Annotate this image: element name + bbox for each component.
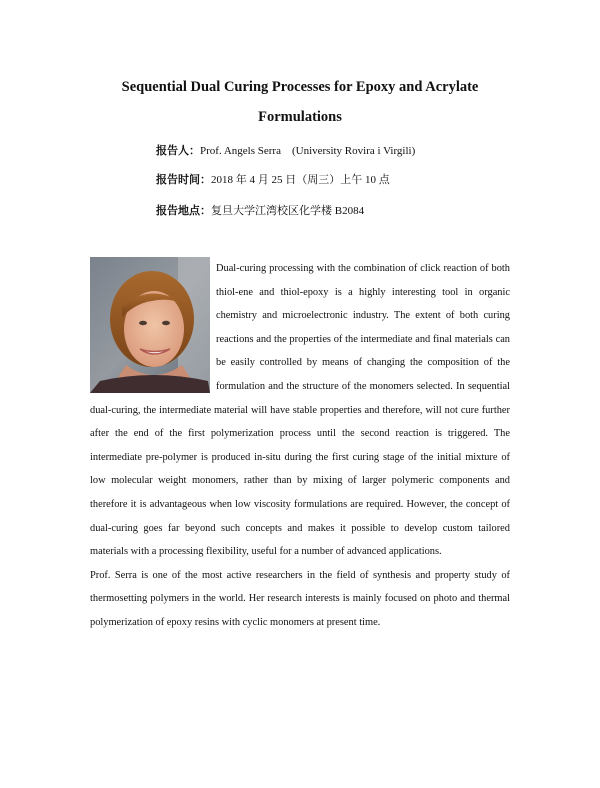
time-label: 报告时间： bbox=[156, 174, 211, 186]
time-value: 2018 年 4 月 25 日（周三）上午 10 点 bbox=[211, 174, 390, 186]
place-line bbox=[156, 203, 364, 219]
speaker-value: Prof. Angels Serra (University Rovira i Virgili) bbox=[200, 145, 416, 157]
speaker-line bbox=[156, 143, 415, 159]
speaker-portrait-icon bbox=[90, 257, 210, 393]
place-value: 复旦大学江湾校区化学楼 B2084 bbox=[211, 205, 365, 217]
time-line bbox=[156, 172, 390, 188]
abstract-paragraph: Dual-curing processing with the combination of click reaction of both thiol-ene and thiol-epoxy is a highly interesting tool in organic chemistry and microelectronic industry. The extent of both curing reactions and the properties of the intermediate and final materials can be easily controlled by means of changing the composition of the formulation and the structure of the monomers selected. In sequential dual-curing, the intermediate material will have stable properties and therefore, will not cure further after the end of the first polymerization process until the second reaction is triggered. The intermediate pre-polymer is produced in-situ during the first curing stage of the initial mixture of low molecular weight monomers, rather than by mixing of larger polymeric components and therefore it is advantageous when low viscosity formulations are required. However, the concept of dual-curing goes far beyond such concepts and makes it possible to develop custom tailored materials with a processing flexibility, useful for a number of advanced applications. bbox=[90, 263, 510, 558]
speaker-label: 报告人： bbox=[156, 145, 200, 157]
abstract-body bbox=[90, 257, 510, 635]
bio-paragraph: Prof. Serra is one of the most active researchers in the field of synthesis and property study of thermosetting polymers in the world. Her research interests is mainly focused on photo and thermal polymerization of epoxy resins with cyclic monomers at present time. bbox=[90, 569, 510, 628]
page-title: Sequential Dual Curing Processes for Epoxy and Acrylate Formulations bbox=[121, 79, 479, 125]
place-label: 报告地点： bbox=[156, 205, 211, 217]
